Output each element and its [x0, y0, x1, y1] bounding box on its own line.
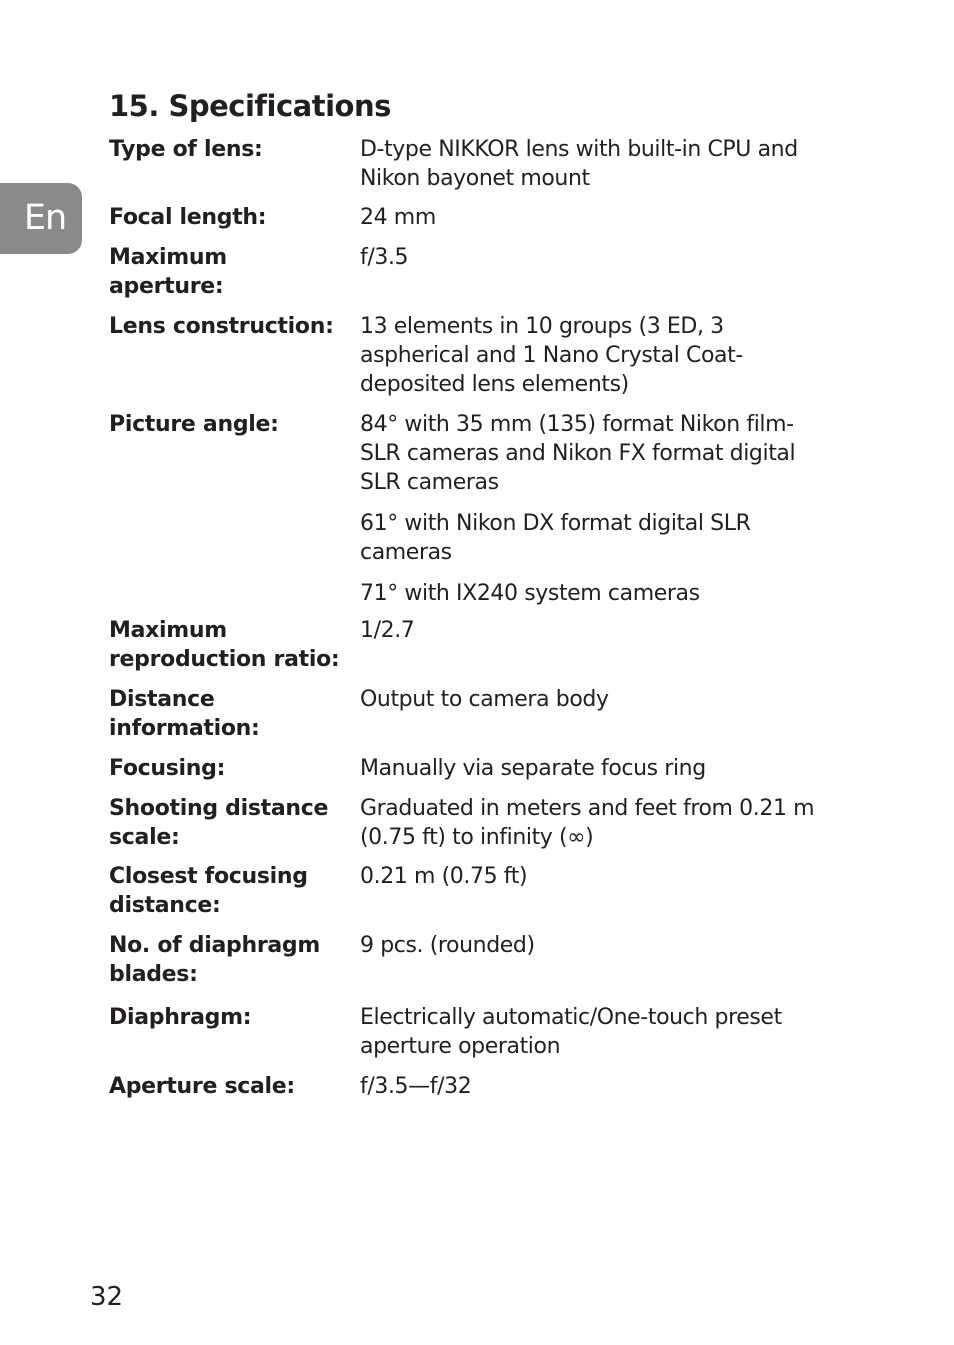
spec-values: [360, 203, 839, 232]
spec-row: [109, 685, 839, 741]
spec-label: Closest focusing distance:: [109, 864, 308, 918]
spec-label: Focal length:: [109, 205, 267, 230]
spec-values: [360, 754, 839, 783]
spec-row: [109, 312, 839, 399]
spec-value: f/3.5—f/32: [360, 1074, 472, 1099]
spec-value: f/3.5: [360, 245, 409, 270]
spec-label: Maximum aperture:: [109, 245, 227, 299]
spec-label: Type of lens:: [109, 137, 263, 162]
spec-row: [109, 794, 839, 852]
spec-label: Aperture scale:: [109, 1074, 295, 1099]
spec-value: Manually via separate focus ring: [360, 756, 706, 781]
spec-value: 1/2.7: [360, 618, 415, 643]
spec-label: Shooting distance scale:: [109, 796, 329, 850]
language-tab: En: [0, 183, 82, 254]
spec-label: Focusing:: [109, 756, 226, 781]
spec-row: [109, 862, 839, 918]
spec-row: [109, 243, 839, 299]
spec-values: [360, 312, 839, 399]
spec-label: Maximum reproduction ratio:: [109, 618, 340, 672]
spec-label: Diaphragm:: [109, 1005, 252, 1030]
spec-value: 24 mm: [360, 205, 436, 230]
spec-values: [360, 685, 839, 714]
spec-values: [360, 135, 839, 193]
spec-values: [360, 243, 839, 272]
spec-value: Graduated in meters and feet from 0.21 m (0.75 ft) to infinity (∞): [360, 796, 815, 850]
spec-row: [109, 1072, 839, 1101]
spec-row: [109, 754, 839, 783]
spec-row: [109, 616, 839, 672]
spec-label: Distance information:: [109, 687, 260, 741]
spec-value: 13 elements in 10 groups (3 ED, 3 aspherical and 1 Nano Crystal Coat- deposited lens elements): [360, 314, 743, 397]
spec-label: Picture angle:: [109, 412, 279, 437]
spec-label: Lens construction:: [109, 314, 334, 339]
spec-value: 84° with 35 mm (135) format Nikon film- SLR cameras and Nikon FX format digital SLR cameras: [360, 412, 796, 495]
spec-values: [360, 616, 839, 645]
spec-values: [360, 862, 839, 891]
spec-values: [360, 931, 839, 960]
spec-row: [109, 135, 839, 193]
spec-value: 61° with Nikon DX format digital SLR cameras: [360, 511, 751, 565]
spec-values: [360, 1072, 839, 1101]
spec-value: 9 pcs. (rounded): [360, 933, 535, 958]
spec-row: [109, 410, 839, 608]
spec-label: No. of diaphragm blades:: [109, 933, 320, 987]
spec-row: [109, 203, 839, 232]
spec-row: [109, 1003, 839, 1061]
spec-row: [109, 931, 839, 987]
section-title: 15. Specifications: [109, 89, 391, 123]
spec-value: 0.21 m (0.75 ft): [360, 864, 528, 889]
spec-value: Output to camera body: [360, 687, 609, 712]
page-number: 32: [90, 1282, 124, 1312]
spec-values: [360, 410, 839, 608]
spec-values: [360, 794, 839, 852]
spec-values: [360, 1003, 839, 1061]
spec-value: Electrically automatic/One-touch preset aperture operation: [360, 1005, 782, 1059]
spec-value: 71° with IX240 system cameras: [360, 581, 700, 606]
spec-value: D-type NIKKOR lens with built-in CPU and Nikon bayonet mount: [360, 137, 798, 191]
